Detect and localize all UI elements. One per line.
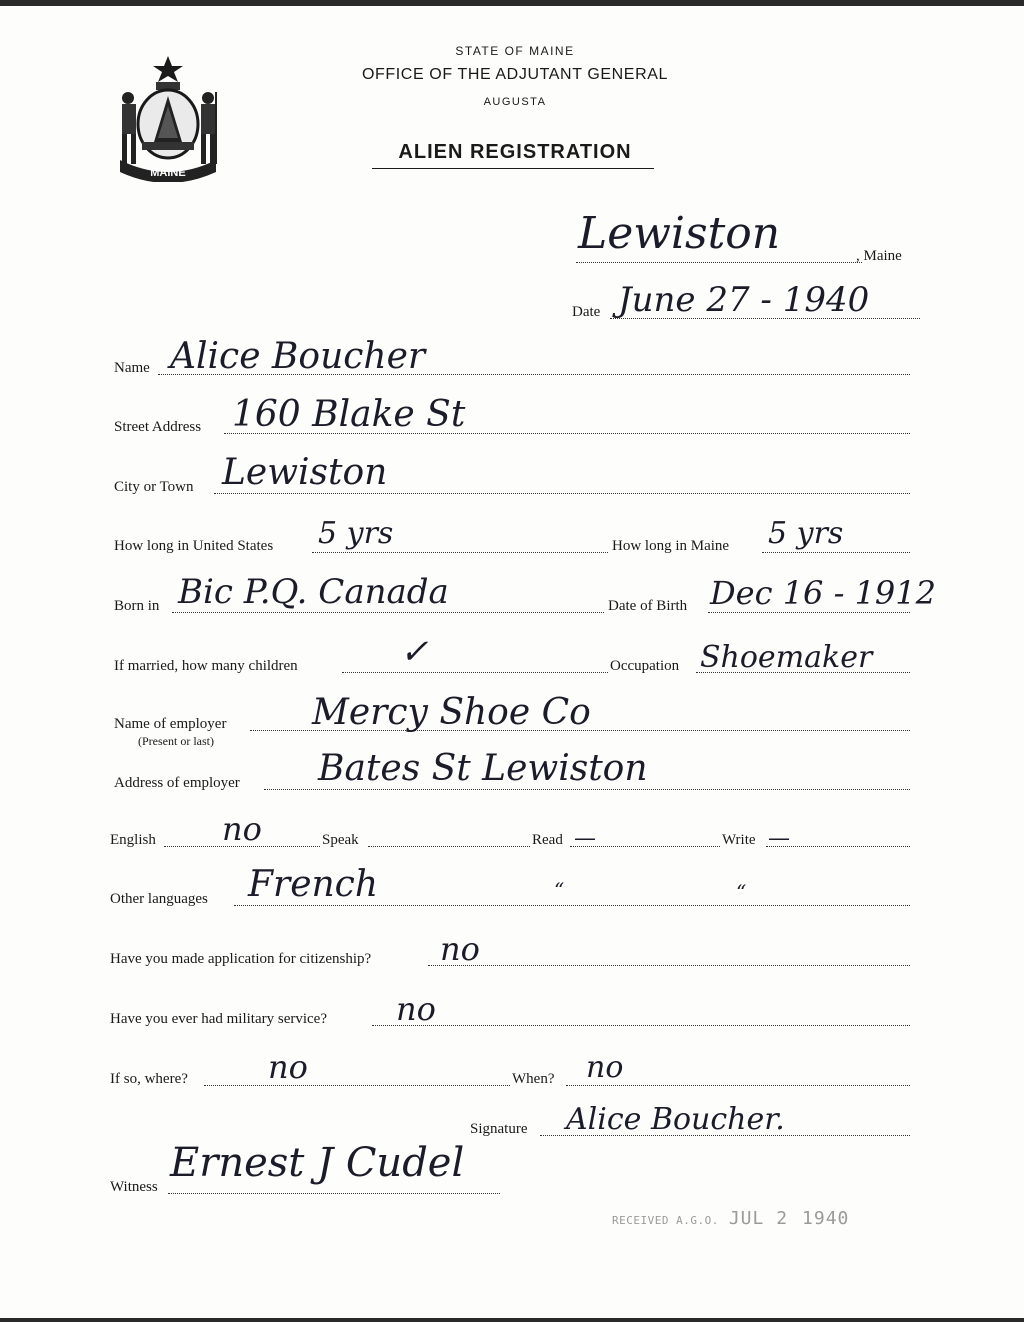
speak-label: Speak [322, 832, 359, 848]
english-label: English [110, 832, 156, 848]
when-label: When? [512, 1071, 555, 1087]
city-label: City or Town [114, 479, 194, 495]
employer-label: Name of employer [114, 716, 227, 732]
received-stamp-date: JUL 2 [728, 1208, 789, 1229]
dob-label: Date of Birth [608, 598, 688, 614]
dob-entry: Dec 16 - 1912 [710, 574, 936, 612]
name-entry: Alice Boucher [170, 336, 426, 377]
employer-address-entry: Bates St Lewiston [318, 748, 648, 789]
other-languages-line [234, 905, 910, 906]
received-stamp [612, 1208, 849, 1229]
signature-entry: Alice Boucher. [566, 1102, 785, 1137]
employer-sublabel: (Present or last) [138, 734, 214, 748]
how-long-us-entry: 5 yrs [318, 516, 394, 551]
town-line [576, 262, 862, 263]
speak-line [368, 846, 530, 847]
street-label: Street Address [114, 419, 202, 435]
citizenship-line [428, 965, 910, 966]
employer-address-line [264, 789, 910, 790]
born-entry: Bic P.Q. Canada [178, 572, 449, 612]
english-entry: no [222, 810, 262, 848]
where-line [204, 1085, 510, 1086]
how-long-maine-line [762, 552, 910, 553]
street-entry: 160 Blake St [232, 394, 466, 435]
town-entry: Lewiston [578, 208, 781, 259]
when-line [566, 1085, 910, 1086]
military-line [372, 1025, 910, 1026]
city-line [214, 493, 910, 494]
state-heading: STATE OF MAINE [455, 44, 575, 58]
city-heading: AUGUSTA [483, 96, 547, 108]
how-long-maine-label: How long in Maine [612, 538, 730, 554]
born-line [172, 612, 604, 613]
other-languages-entry: French [248, 864, 379, 905]
received-stamp-text: RECEIVED A.G.O. [612, 1214, 719, 1227]
citizenship-entry: no [440, 930, 480, 968]
other-read-entry: “ [554, 878, 565, 902]
employer-entry: Mercy Shoe Co [312, 692, 591, 733]
how-long-us-line [312, 552, 608, 553]
svg-text:MAINE: MAINE [150, 167, 186, 179]
office-heading: OFFICE OF THE ADJUTANT GENERAL [361, 66, 669, 83]
witness-label: Witness [110, 1179, 158, 1195]
title-underline [372, 168, 654, 169]
received-stamp-year: 1940 [802, 1208, 850, 1229]
other-languages-label: Other languages [110, 891, 208, 907]
how-long-us-label: How long in United States [114, 538, 274, 554]
married-line [342, 672, 608, 673]
where-label: If so, where? [110, 1071, 188, 1087]
scan-edge-top [0, 0, 1024, 6]
signature-label: Signature [470, 1121, 528, 1137]
citizenship-label: Have you made application for citizenship? [110, 951, 372, 967]
where-entry: no [268, 1048, 308, 1086]
maine-seal-icon [112, 52, 224, 182]
date-entry: June 27 - 1940 [618, 280, 870, 320]
occupation-entry: Shoemaker [700, 640, 873, 675]
how-long-maine-entry: 5 yrs [768, 516, 844, 551]
read-label: Read [532, 832, 563, 848]
military-label: Have you ever had military service? [110, 1011, 327, 1027]
witness-entry: Ernest J Cudel [170, 1140, 465, 1186]
form-title: ALIEN REGISTRATION [398, 141, 632, 163]
write-label: Write [722, 832, 756, 848]
write-entry: — [768, 826, 790, 851]
occupation-label: Occupation [610, 658, 680, 674]
employer-address-label: Address of employer [114, 775, 240, 791]
maine-label: , Maine [856, 248, 902, 264]
city-entry: Lewiston [222, 452, 388, 493]
scan-edge-bottom [0, 1318, 1024, 1322]
dob-line [708, 612, 910, 613]
military-entry: no [396, 990, 436, 1028]
name-label: Name [114, 360, 150, 376]
other-write-entry: “ [736, 880, 747, 904]
children-entry: ✓ [400, 632, 429, 672]
read-entry: — [574, 826, 596, 851]
married-label: If married, how many children [114, 658, 298, 674]
born-label: Born in [114, 598, 160, 614]
date-label: Date [572, 304, 601, 320]
when-entry: no [586, 1050, 624, 1085]
witness-line [168, 1193, 500, 1194]
